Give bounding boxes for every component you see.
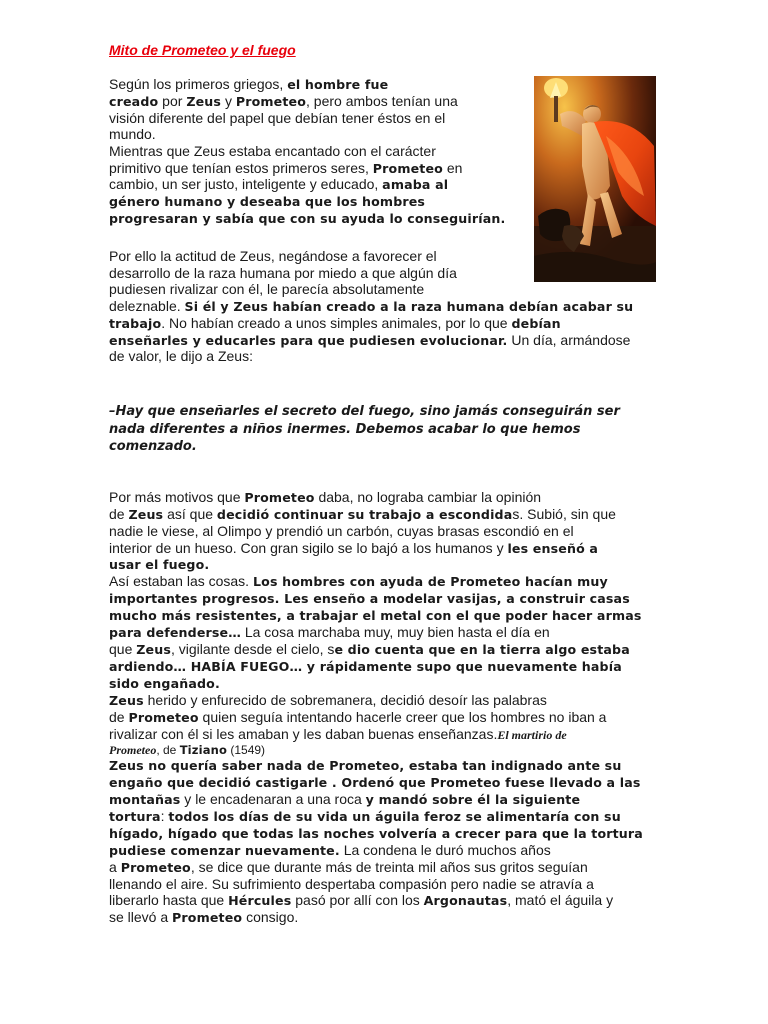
text-line: creado por Zeus y Prometeo, pero ambos tenían una [109,93,458,109]
text-line: para defenderse… La cosa marchaba muy, muy bien hasta el día en [109,624,550,640]
text-line: montañas y le encadenaran a una roca y mandó sobre él la siguiente [109,791,581,807]
text-line: que Zeus, vigilante desde el cielo, se dio cuenta que en la tierra algo estaba [109,641,630,657]
text-line: Por más motivos que Prometeo daba, no lograba cambiar la opinión [109,489,542,505]
text-line: Zeus herido y enfurecido de sobremanera, decidió desoír las palabras [109,692,547,708]
image-caption: Prometeo, de Tiziano (1549) [109,743,266,757]
text-line: de Zeus así que decidió continuar su trabajo a escondidas. Subió, sin que [109,506,616,522]
painting-illustration [534,76,656,282]
text-line: enseñarles y educarles para que pudiesen evolucionar. Un día, armándose [109,332,631,348]
text-line: usar el fuego. [109,557,210,572]
text-line: interior de un hueso. Con gran sigilo se lo bajó a los humanos y les enseñó a [109,540,599,556]
prometheus-quote [109,403,649,456]
text-line: deleznable. Si él y Zeus habían creado a la raza humana debían acabar su [109,298,634,314]
text-line: importantes progresos. Les enseño a modelar vasijas, a construir casas [109,591,630,606]
text-line: engaño que decidió castigarle . Ordenó que Prometeo fuese llevado a las [109,775,641,790]
text-line: se llevó a Prometeo consigo. [109,909,299,925]
text-line: trabajo. No habían creado a unos simples animales, por lo que debían [109,315,561,331]
text-line: pudiesen rivalizar con él, le parecía absolutamente [109,281,425,297]
text-line: visión diferente del papel que debían tener éstos en el [109,110,446,126]
text-line: de valor, le dijo a Zeus: [109,348,253,364]
text-line: Según los primeros griegos, el hombre fue [109,76,389,92]
text-line: Así estaban las cosas. Los hombres con ayuda de Prometeo hacían muy [109,573,608,589]
text-line: Mientras que Zeus estaba encantado con el carácter [109,143,436,159]
prometheus-painting [534,76,656,282]
text-line: llenando el aire. Su sufrimiento despertaba compasión pero nadie se atravía a [109,876,594,892]
text-line: tortura: todos los días de su vida un águila feroz se alimentaría con su [109,808,621,824]
text-line: liberarlo hasta que Hércules pasó por allí con los Argonautas, mató el águila y [109,892,614,908]
quote-line: nada diferentes a niños inermes. Debemos acabar lo que hemos [109,421,581,437]
text-line: cambio, un ser justo, inteligente y educado, amaba al [109,176,449,192]
text-line: desarrollo de la raza humana por miedo a que algún día [109,265,457,281]
text-line: primitivo que tenían estos primeros seres, Prometeo en [109,160,463,176]
text-line: pudiese comenzar nuevamente. La condena le duró muchos años [109,842,551,858]
text-line: a Prometeo, se dice que durante más de treinta mil años sus gritos seguían [109,859,588,875]
quote-line: comenzado. [109,439,197,454]
text-line: sido engañado. [109,676,220,691]
text-line: género humano y deseaba que los hombres [109,194,426,209]
text-line: Zeus no quería saber nada de Prometeo, estaba tan indignado ante su [109,758,622,773]
text-line: nadie le viese, al Olimpo y prendió un carbón, cuyas brasas escondió en el [109,523,574,539]
text-line: Por ello la actitud de Zeus, negándose a favorecer el [109,248,437,264]
text-line: mucho más resistentes, a trabajar el metal con el que poder hacer armas [109,608,642,623]
text-line: mundo. [109,126,156,142]
text-line: rivalizar con él si les amaban y les daban buenas enseñanzas.El martirio de [109,726,567,742]
text-line: de Prometeo quien seguía intentando hacerle creer que los hombres no iban a [109,709,607,725]
text-line: progresaran y sabía que con su ayuda lo conseguirían. [109,211,506,226]
quote-line: –Hay que enseñarles el secreto del fuego, sino jamás conseguirán ser [109,404,620,419]
text-line: ardiendo… HABÍA FUEGO… y rápidamente supo que nuevamente había [109,659,622,674]
document-title: Mito de Prometeo y el fuego [109,42,296,58]
text-line: hígado, hígado que todas las noches volvería a crecer para que la tortura [109,826,643,841]
